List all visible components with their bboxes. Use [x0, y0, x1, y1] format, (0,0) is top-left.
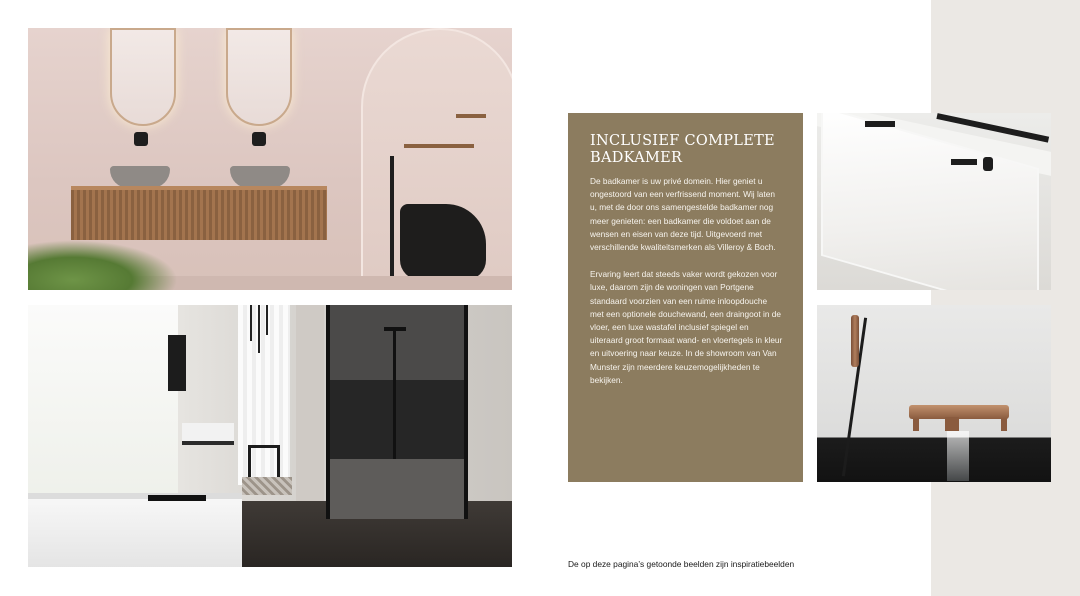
panel-paragraph-1: De badkamer is uw privé domein. Hier geniet u ongestoord van een verfrissend moment. Wij laten u, met de door ons samengestelde badkamer nog meer genieten: een badkamer die voldoet aan de wensen en eisen van deze tijd. Uitgevoerd met verschillende kwaliteitsmerken als Villeroy & Boch.	[590, 176, 776, 253]
stool	[248, 445, 280, 478]
panel-title-line1: INCLUSIEF COMPLETE	[590, 133, 775, 149]
black-shower-screen	[326, 305, 468, 519]
side-strip	[931, 0, 1080, 596]
black-bathtub	[400, 204, 486, 280]
wooden-vanity-cabinet	[71, 186, 327, 240]
bronze-bath-tap-photo	[817, 305, 1051, 482]
window-with-curtain	[28, 305, 178, 505]
panel-title	[590, 133, 783, 167]
hand-shower	[851, 315, 859, 367]
oval-mirror-right	[226, 28, 292, 126]
white-bathtub	[28, 493, 242, 567]
double-vanity-photo	[28, 28, 512, 290]
rug	[242, 477, 292, 495]
footnote: De op deze pagina’s getoonde beelden zijn inspiratiebeelden	[568, 559, 795, 569]
wall-tap-right	[252, 132, 266, 146]
freestanding-bath-tap	[390, 156, 394, 278]
wall-tap-lower	[951, 159, 977, 165]
spout	[945, 417, 959, 431]
bath-tray	[148, 495, 206, 501]
mixer-leg	[1001, 417, 1007, 431]
text-panel	[568, 113, 803, 482]
basin-body	[821, 113, 1039, 290]
pendant-lamp	[258, 305, 260, 353]
washbasin	[182, 423, 234, 445]
wall-shelf	[404, 144, 474, 148]
wall-shelf-upper	[456, 114, 486, 118]
panel-paragraph-2: Ervaring leert dat steeds vaker wordt gekozen voor luxe, daarom zijn de woningen van Portgene standaard voorzien van een ruime inloopdouche met een optionele douchewand, een draingoot in de vloer, een luxe wastafel inclusief spiegel en uiteraard groot formaat wand- en vloertegels in kleur en uitvoering naar keuze. In de showroom van Van Munster zijn meerdere keuzemogelijkheden te bekijken.	[590, 269, 783, 385]
oval-mirror-left	[110, 28, 176, 126]
wall-tap-left	[134, 132, 148, 146]
mixer-leg	[913, 417, 919, 431]
wall-tap-upper	[865, 121, 895, 127]
pendant-lamp	[266, 305, 268, 335]
wall-cabinet	[168, 335, 186, 391]
panel-title-line2: BADKAMER	[590, 150, 683, 166]
shower-pipe	[393, 329, 396, 459]
water-stream	[947, 431, 969, 481]
plant	[28, 240, 178, 290]
thermostatic-mixer	[909, 405, 1009, 419]
pendant-lamp	[250, 305, 252, 341]
shower-bathroom-photo	[28, 305, 512, 567]
sink-bowl-right	[230, 166, 290, 188]
sink-bowl-left	[110, 166, 170, 188]
tap-knob	[983, 157, 993, 171]
white-washbasin-photo	[817, 113, 1051, 290]
